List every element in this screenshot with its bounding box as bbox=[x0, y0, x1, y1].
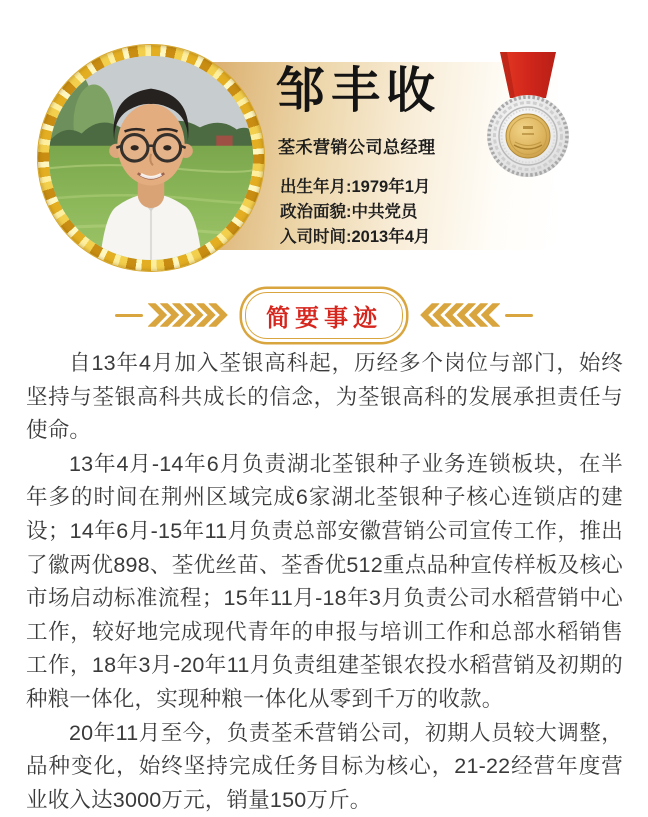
award-medal-icon bbox=[486, 52, 570, 180]
person-job-title: 荃禾营销公司总经理 bbox=[278, 138, 436, 157]
right-chevrons-icon bbox=[416, 302, 500, 328]
photo-gold-ring bbox=[38, 45, 264, 271]
bio-paragraph-2: 13年4月-14年6月负责湖北荃银种子业务连锁板块，在半年多的时间在荆州区域完成6家湖北荃银种子核心连锁店的建设；14年6月-15年11月负责总部安徽营销公司宣传工作，推出了徽两优898、荃优丝苗、荃香优512重点品种宣传样板及核心市场启动标准流程；15年11月-18年3月负责公司水稻营销中心工作，较好地完成现代青年的申报与培训工作和总部水稻销售工作，18年3月-20年11月负责组建荃银农投水稻营销及初期的种粮一体化，实现种粮一体化从零到千万的收款。 bbox=[26, 451, 623, 711]
bio-paragraph-3: 20年11月至今，负责荃禾营销公司，初期人员较大调整，品种变化，始终坚持完成任务目标为核心，21-22经营年度营业收入达3000万元，销量150万斤。 bbox=[26, 720, 623, 812]
fact-value: 1979年1月 bbox=[351, 178, 431, 196]
left-deco-line bbox=[115, 314, 143, 317]
bio-paragraph-1: 自13年4月加入荃银高科起，历经多个岗位与部门，始终坚持与荃银高科共成长的信念，为荃银高科的发展承担责任与使命。 bbox=[26, 351, 623, 443]
biography-text bbox=[26, 347, 623, 817]
fact-join-date bbox=[280, 225, 430, 250]
fact-label: 政治面貌: bbox=[280, 203, 352, 221]
fact-label: 出生年月: bbox=[280, 178, 352, 196]
left-chevrons-icon bbox=[148, 302, 232, 328]
fact-value: 2013年4月 bbox=[351, 228, 431, 246]
section-header-band bbox=[0, 294, 648, 336]
fact-political-status bbox=[280, 200, 430, 225]
rice-field-portrait-illustration bbox=[49, 56, 253, 260]
person-name: 邹丰收 bbox=[276, 61, 442, 119]
section-title: 简要事迹 bbox=[266, 304, 382, 332]
fact-birth-date bbox=[280, 175, 430, 200]
profile-facts bbox=[280, 175, 430, 250]
profile-photo bbox=[49, 56, 253, 260]
section-title-pill bbox=[245, 292, 403, 339]
fact-value: 中共党员 bbox=[351, 203, 418, 221]
fact-label: 入司时间: bbox=[280, 228, 352, 246]
right-deco-line bbox=[505, 314, 533, 317]
